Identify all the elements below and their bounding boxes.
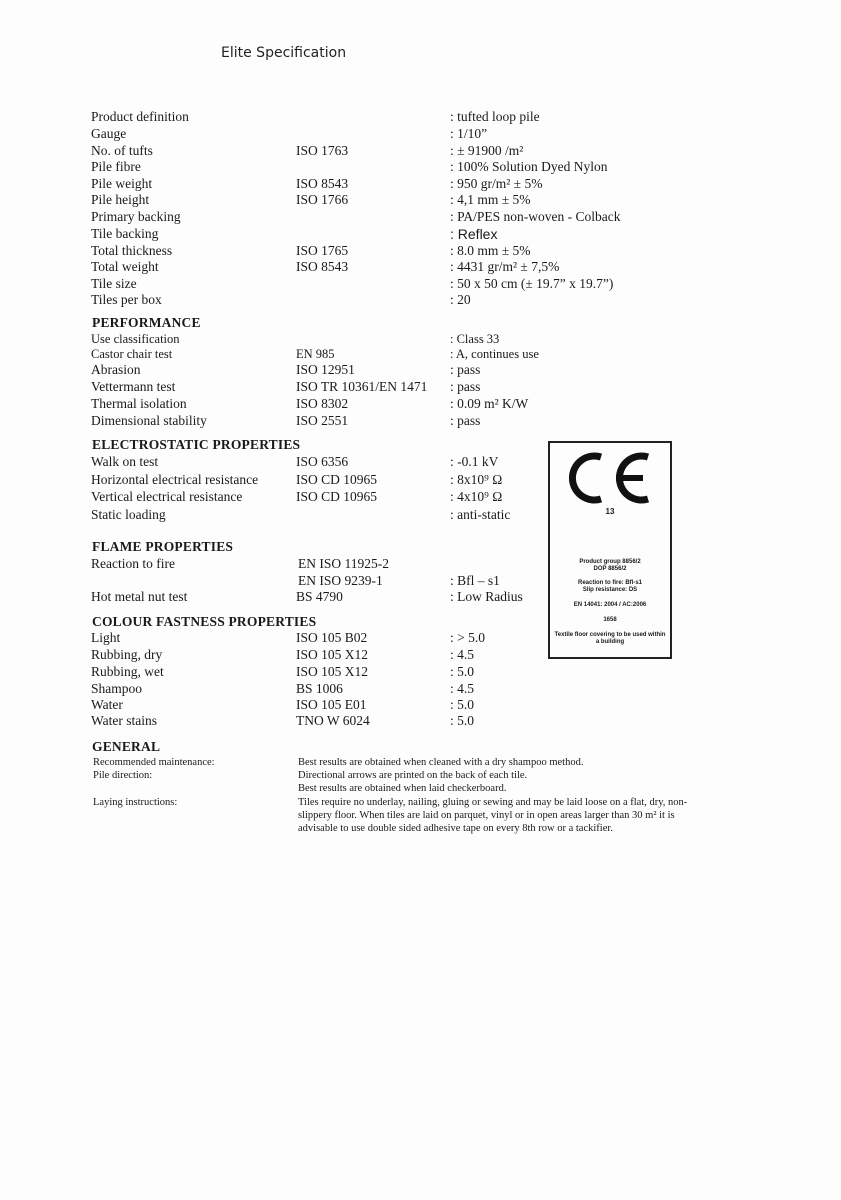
spec-label: Dimensional stability — [91, 413, 207, 428]
ce-norm: EN 14041: 2004 / AC:2006 — [573, 602, 647, 608]
ce-slip: Slip resistance: DS — [582, 587, 638, 593]
spec-label: Water — [91, 697, 123, 712]
spec-row — [0, 143, 841, 160]
spec-value: : 50 x 50 cm (± 19.7” x 19.7”) — [450, 276, 614, 291]
ce-dop: DOP 8856/2 — [593, 566, 627, 572]
spec-row — [0, 681, 841, 698]
spec-row — [0, 259, 841, 276]
spec-value: : 0.09 m² K/W — [450, 396, 529, 411]
spec-label: Tiles per box — [91, 292, 162, 307]
section-heading-performance: PERFORMANCE — [92, 315, 201, 330]
spec-row — [0, 226, 841, 243]
spec-standard: BS 1006 — [296, 681, 343, 696]
spec-standard: EN ISO 11925-2 — [298, 556, 389, 571]
spec-label: Total weight — [91, 259, 159, 274]
spec-label: Rubbing, dry — [91, 647, 163, 662]
spec-row — [0, 647, 841, 664]
spec-row — [0, 413, 841, 430]
spec-label: Rubbing, wet — [91, 664, 164, 679]
spec-row — [0, 472, 841, 489]
spec-row — [0, 556, 841, 573]
spec-row — [0, 454, 841, 471]
pile-direction-note: Best results are obtained when laid checkerboard. — [298, 783, 507, 794]
spec-value: : ± 91900 /m² — [450, 143, 524, 158]
spec-label: Product definition — [91, 109, 189, 124]
spec-value: : Reflex — [450, 226, 498, 242]
spec-row — [0, 573, 841, 590]
spec-standard: ISO 8543 — [296, 259, 349, 274]
spec-value: : 5.0 — [450, 697, 475, 712]
spec-row — [0, 109, 841, 126]
spec-value: : A, continues use — [450, 347, 539, 361]
spec-value: : 4x10⁹ Ω — [450, 489, 503, 504]
pile-direction-label: Pile direction: — [93, 770, 153, 781]
spec-label: Light — [91, 630, 121, 645]
spec-row — [0, 713, 841, 730]
ce-usage: Textile floor covering to be used within a building — [554, 632, 666, 645]
spec-row — [0, 664, 841, 681]
spec-standard: ISO 105 X12 — [296, 647, 369, 662]
spec-row — [0, 159, 841, 176]
spec-standard: EN ISO 9239-1 — [298, 573, 383, 588]
laying-label: Laying instructions: — [93, 797, 178, 808]
spec-row — [0, 489, 841, 506]
spec-label: Horizontal electrical resistance — [91, 472, 259, 487]
ce-code: 1658 — [603, 617, 617, 623]
spec-label: Gauge — [91, 126, 127, 141]
spec-value: : 5.0 — [450, 664, 475, 679]
spec-standard: ISO 8302 — [296, 396, 349, 411]
spec-value: : pass — [450, 379, 481, 394]
spec-value: : Bfl – s1 — [450, 573, 500, 588]
ce-product-group: Product group 8856/2 — [579, 559, 641, 565]
spec-label: Water stains — [91, 713, 158, 728]
spec-value: : Class 33 — [450, 332, 500, 346]
spec-row — [0, 126, 841, 143]
spec-value: : > 5.0 — [450, 630, 485, 645]
spec-standard: ISO 2551 — [296, 413, 349, 428]
spec-label: Vertical electrical resistance — [91, 489, 243, 504]
spec-label: No. of tufts — [91, 143, 153, 158]
spec-label: Vettermann test — [91, 379, 176, 394]
spec-value: : 950 gr/m² ± 5% — [450, 176, 543, 191]
page-title: Elite Specification — [221, 45, 347, 61]
spec-row — [0, 243, 841, 260]
pile-direction-text: Directional arrows are printed on the back of each tile. — [298, 770, 528, 781]
spec-label: Shampoo — [91, 681, 143, 696]
ce-year: 13 — [605, 507, 615, 516]
spec-standard: TNO W 6024 — [296, 713, 370, 728]
spec-value: : -0.1 kV — [450, 454, 499, 469]
spec-value: : 1/10” — [450, 126, 488, 141]
spec-standard: ISO 8543 — [296, 176, 349, 191]
spec-value: : 8.0 mm ± 5% — [450, 243, 531, 258]
spec-value: : 100% Solution Dyed Nylon — [450, 159, 608, 174]
section-heading-electrostatic: ELECTROSTATIC PROPERTIES — [92, 437, 301, 452]
spec-standard: ISO 1765 — [296, 243, 349, 258]
spec-label: Pile fibre — [91, 159, 141, 174]
spec-label: Pile height — [91, 192, 150, 207]
spec-row — [0, 176, 841, 193]
spec-value: : tufted loop pile — [450, 109, 540, 124]
spec-label: Tile backing — [91, 226, 159, 241]
ce-mark-icon — [550, 445, 670, 512]
spec-label: Use classification — [91, 332, 180, 346]
spec-label: Hot metal nut test — [91, 589, 188, 604]
spec-label: Thermal isolation — [91, 396, 187, 411]
spec-row — [0, 362, 841, 379]
spec-row — [0, 589, 841, 606]
spec-standard: ISO 1766 — [296, 192, 349, 207]
spec-standard: ISO CD 10965 — [296, 489, 378, 504]
maintenance-text: Best results are obtained when cleaned with a dry shampoo method. — [298, 757, 584, 768]
section-heading-general: GENERAL — [92, 739, 161, 754]
spec-standard: ISO TR 10361/EN 1471 — [296, 379, 428, 394]
spec-standard: ISO 105 X12 — [296, 664, 369, 679]
spec-row — [0, 507, 841, 524]
spec-label: Tile size — [91, 276, 137, 291]
spec-row — [0, 276, 841, 293]
spec-label: Castor chair test — [91, 347, 173, 361]
spec-value: : 4.5 — [450, 681, 475, 696]
spec-value: : 20 — [450, 292, 471, 307]
spec-value: : pass — [450, 362, 481, 377]
spec-value: : 4,1 mm ± 5% — [450, 192, 531, 207]
spec-value: : PA/PES non-woven - Colback — [450, 209, 621, 224]
spec-standard: EN 985 — [296, 347, 335, 361]
spec-label: Reaction to fire — [91, 556, 175, 571]
spec-value: : 4431 gr/m² ± 7,5% — [450, 259, 560, 274]
spec-standard: BS 4790 — [296, 589, 343, 604]
spec-label: Walk on test — [91, 454, 159, 469]
spec-value: : 5.0 — [450, 713, 475, 728]
spec-row — [0, 192, 841, 209]
spec-row — [0, 209, 841, 226]
spec-value: : Low Radius — [450, 589, 523, 604]
ce-label-box — [548, 441, 672, 659]
spec-value: : 8x10⁹ Ω — [450, 472, 503, 487]
section-heading-colour-fastness: COLOUR FASTNESS PROPERTIES — [92, 614, 317, 629]
spec-value: : 4.5 — [450, 647, 475, 662]
ce-reaction-fire: Reaction to fire: Bfl-s1 — [577, 580, 642, 586]
spec-label: Pile weight — [91, 176, 153, 191]
spec-row — [0, 379, 841, 396]
spec-value: : pass — [450, 413, 481, 428]
spec-label: Static loading — [91, 507, 166, 522]
spec-value: : anti-static — [450, 507, 511, 522]
spec-standard: ISO 12951 — [296, 362, 355, 377]
spec-label: Primary backing — [91, 209, 181, 224]
spec-standard: ISO 105 B02 — [296, 630, 368, 645]
section-heading-flame: FLAME PROPERTIES — [92, 539, 234, 554]
maintenance-label: Recommended maintenance: — [93, 757, 215, 768]
spec-row — [0, 292, 841, 309]
spec-row — [0, 630, 841, 647]
spec-standard: ISO 105 E01 — [296, 697, 367, 712]
spec-row — [0, 697, 841, 714]
spec-standard: ISO 1763 — [296, 143, 349, 158]
spec-label: Total thickness — [91, 243, 173, 258]
spec-standard: ISO 6356 — [296, 454, 349, 469]
spec-label: Abrasion — [91, 362, 141, 377]
laying-text: Tiles require no underlay, nailing, gluing or sewing and may be laid loose on a flat, dry, non-slippery floor. When tiles are laid on parquet, vinyl or in open areas larger than 30 m² it is advisable to use double sided adhesive tape on every 8th row or a tackifier. — [298, 797, 688, 834]
spec-row — [0, 396, 841, 413]
spec-standard: ISO CD 10965 — [296, 472, 378, 487]
